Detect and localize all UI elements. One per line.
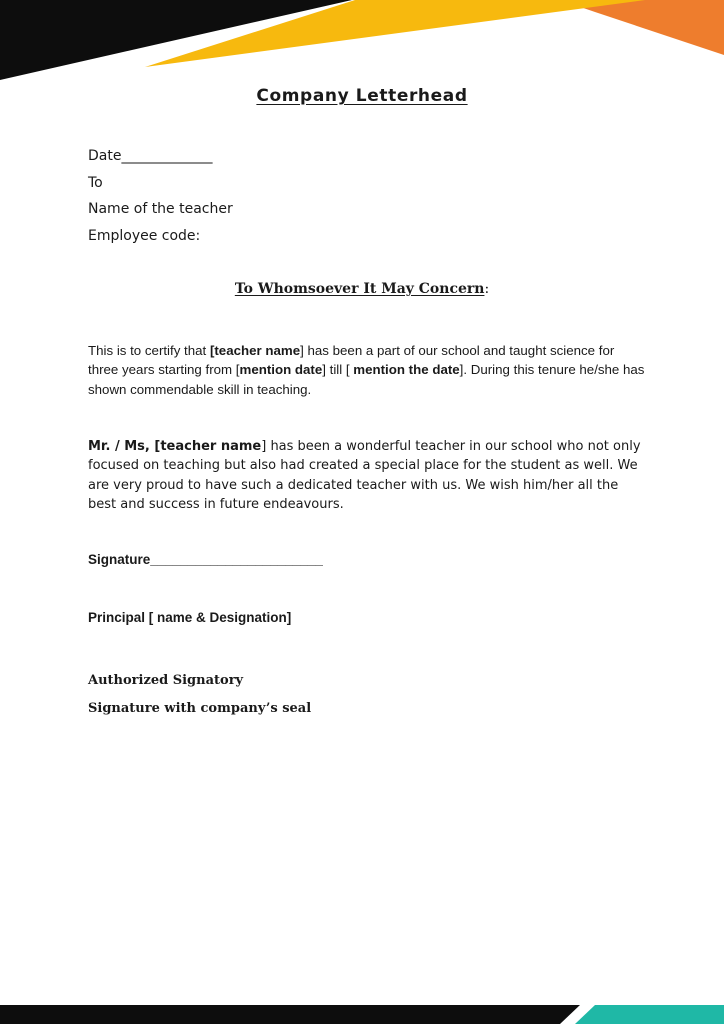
para1-end-date-placeholder: mention the date (353, 362, 460, 378)
teacher-name-line: Name of the teacher (88, 201, 233, 217)
para1-text-4: ]. During this tenure he/she has shown commendable skill in teaching. (88, 362, 645, 397)
para2-teacher-name-placeholder: Mr. / Ms, [teacher name (88, 439, 262, 454)
black-footer-band (0, 1005, 580, 1024)
para1-text-2: ] has been a part of our school and taught science for three years starting from [ (88, 343, 615, 378)
recipient-block (88, 143, 233, 249)
para2-text: ] has been a wonderful teacher in our school who not only focused on teaching but also had created a special place for the student as well. We are very proud to have such a dedicated teacher with us. We wish him/her all the best and success in future endeavours. (88, 439, 641, 512)
para1-start-date-placeholder: mention date (239, 362, 323, 378)
para1-text-1: This is to certify that (88, 343, 210, 358)
para1-teacher-name-placeholder: [teacher name (209, 343, 301, 358)
to-line: To (88, 174, 103, 191)
concern-heading-text: To Whomsoever It May Concern (234, 281, 485, 297)
concern-heading (0, 281, 724, 297)
signature-line: Signature_______________________ (88, 552, 323, 567)
date-line: Date_____________ (88, 148, 213, 164)
company-seal-line: Signature with company’s seal (88, 701, 312, 716)
concern-heading-colon: : (484, 281, 490, 297)
para1-text-3: ] till [ (322, 362, 354, 378)
certification-paragraph (88, 341, 648, 399)
authorized-block (88, 667, 311, 723)
authorized-signatory: Authorized Signatory (88, 673, 244, 688)
orange-accent-band (560, 0, 724, 55)
page-title: Company Letterhead (256, 86, 468, 106)
employee-code-line: Employee code: (88, 227, 201, 244)
appreciation-paragraph (88, 437, 648, 514)
principal-line: Principal [ name & Designation] (88, 610, 292, 625)
teal-footer-band (575, 1005, 724, 1024)
